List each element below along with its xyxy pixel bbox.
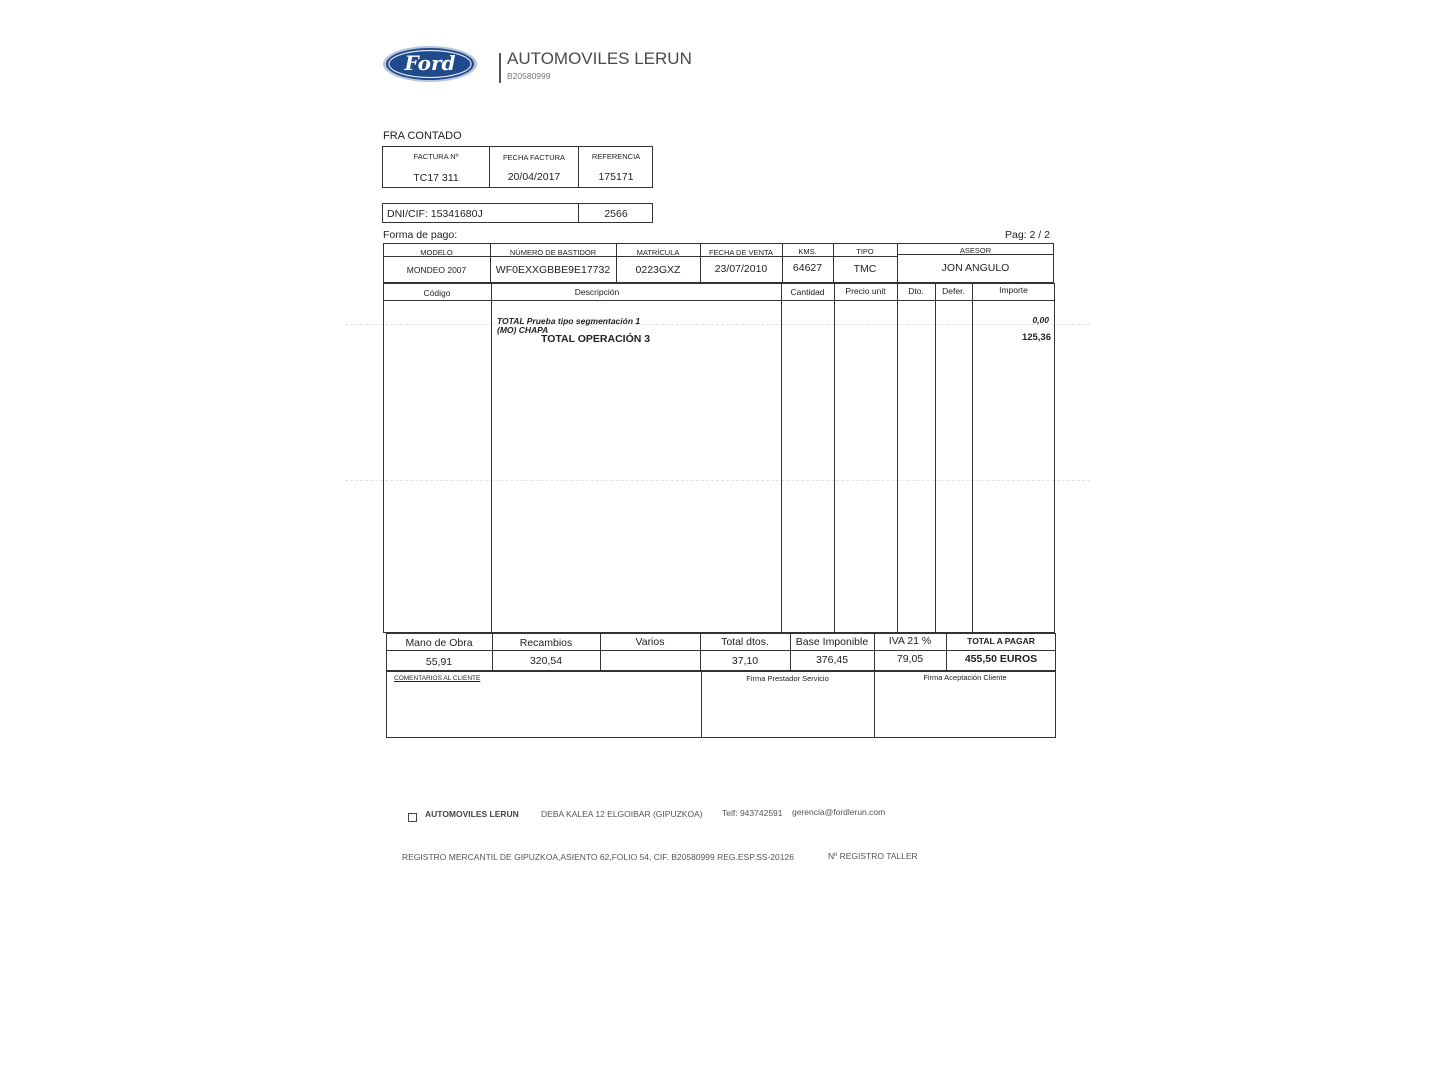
lines-header-descripcion: Descripción — [574, 287, 620, 297]
fecha-header: FECHA FACTURA — [502, 153, 566, 162]
ford-logo — [382, 45, 478, 83]
company-name: AUTOMOVILES LERUN — [507, 49, 692, 68]
line-item-description: TOTAL Prueba tipo segmentación 1 — [497, 316, 641, 326]
divider — [834, 283, 835, 633]
signature-provider-label: Firma Prestador Servicio — [746, 674, 829, 683]
totals-header-dtos: Total dtos. — [721, 636, 769, 648]
signature-client-label: Firma Aceptación Cliente — [923, 673, 1007, 682]
divider — [383, 300, 1055, 301]
totals-header-total: TOTAL A PAGAR — [967, 636, 1035, 646]
divider — [781, 283, 782, 633]
header-divider — [499, 53, 501, 83]
footer-registro-taller: Nº REGISTRO TALLER — [828, 851, 918, 861]
total-operacion-importe: 125,36 — [1021, 332, 1051, 343]
total-a-pagar-value: 455,50 EUROS — [964, 653, 1038, 665]
vehicle-tipo: TMC — [853, 263, 877, 275]
vehicle-header-modelo: MODELO — [420, 248, 453, 257]
vehicle-asesor: JON ANGULO — [941, 262, 1010, 274]
line-item-description: (MO) CHAPA — [497, 325, 549, 335]
vehicle-header-bastidor: NÚMERO DE BASTIDOR — [509, 248, 597, 257]
lines-header-cantidad: Cantidad — [790, 287, 825, 297]
vehicle-bastidor: WF0EXXGBBE9E17732 — [495, 264, 611, 276]
referencia-header: REFERENCIA — [591, 152, 641, 161]
referencia-value: 175171 — [598, 171, 634, 183]
footer-address: DEBA KALEA 12 ELGOIBAR (GIPUZKOA) — [541, 809, 703, 819]
lines-header-defer: Defer. — [942, 286, 965, 296]
lines-header-precio: Precio unit — [845, 286, 886, 296]
invoice-type: FRA CONTADO — [383, 130, 462, 142]
vehicle-header-tipo: TIPO — [856, 247, 874, 256]
footer-checkbox-icon — [408, 813, 417, 822]
factura-header: FACTURA Nº — [413, 152, 459, 161]
line-items-table — [383, 283, 1055, 633]
base-imponible-value: 376,45 — [815, 654, 849, 666]
footer-registry: REGISTRO MERCANTIL DE GIPUZKOA,ASIENTO 62,FOLIO 54, CIF. B20580999 REG.ESP.SS-20126 — [402, 852, 794, 862]
factura-number: TC17 311 — [413, 172, 459, 184]
forma-pago-label: Forma de pago: — [383, 229, 458, 241]
footer-email: gerencia@fordlerun.com — [792, 807, 886, 817]
recambios-value: 320,54 — [529, 655, 563, 667]
logo-text: Ford — [404, 51, 456, 75]
vehicle-header-asesor: ASESOR — [959, 246, 992, 255]
vehicle-matricula: 0223GXZ — [635, 264, 681, 276]
totals-header-varios: Varios — [635, 636, 665, 648]
vehicle-header-matricula: MATRÍCULA — [636, 248, 680, 257]
totals-header-base: Base Imponible — [795, 636, 869, 648]
lines-header-importe: Importe — [999, 285, 1028, 295]
lines-header-dto: Dto. — [908, 286, 924, 296]
divider — [386, 650, 1056, 651]
vehicle-header-fecha-venta: FECHA DE VENTA — [708, 248, 774, 257]
footer-company: AUTOMOVILES LERUN — [425, 809, 519, 819]
mano-obra-value: 55,91 — [425, 656, 453, 668]
factura-date: 20/04/2017 — [507, 171, 561, 183]
vehicle-fecha-venta: 23/07/2010 — [714, 263, 768, 275]
total-operacion: TOTAL OPERACIÓN 3 — [541, 333, 651, 345]
vehicle-modelo: MONDEO 2007 — [406, 265, 467, 275]
lines-header-codigo: Código — [423, 288, 451, 298]
totals-header-iva: IVA 21 % — [888, 635, 932, 647]
vehicle-kms: 64627 — [792, 262, 823, 274]
dni-label: DNI/CIF: 15341680J — [387, 208, 483, 220]
divider — [897, 283, 898, 633]
divider — [491, 283, 492, 633]
company-id: B20580999 — [507, 71, 551, 81]
totals-header-recambios: Recambios — [519, 637, 573, 649]
client-code: 2566 — [604, 208, 628, 220]
comments-label: COMENTARIOS AL CLIENTE — [394, 675, 481, 682]
footer-phone: Telf: 943742591 — [722, 808, 783, 818]
vehicle-header-kms: KMS. — [798, 247, 817, 256]
totals-header-mano-obra: Mano de Obra — [405, 637, 473, 649]
iva-value: 79,05 — [896, 653, 924, 665]
divider — [935, 283, 936, 633]
page-number: Pag: 2 / 2 — [1005, 229, 1050, 241]
total-dtos-value: 37,10 — [731, 655, 759, 667]
line-item-importe: 0,00 — [1032, 315, 1049, 325]
